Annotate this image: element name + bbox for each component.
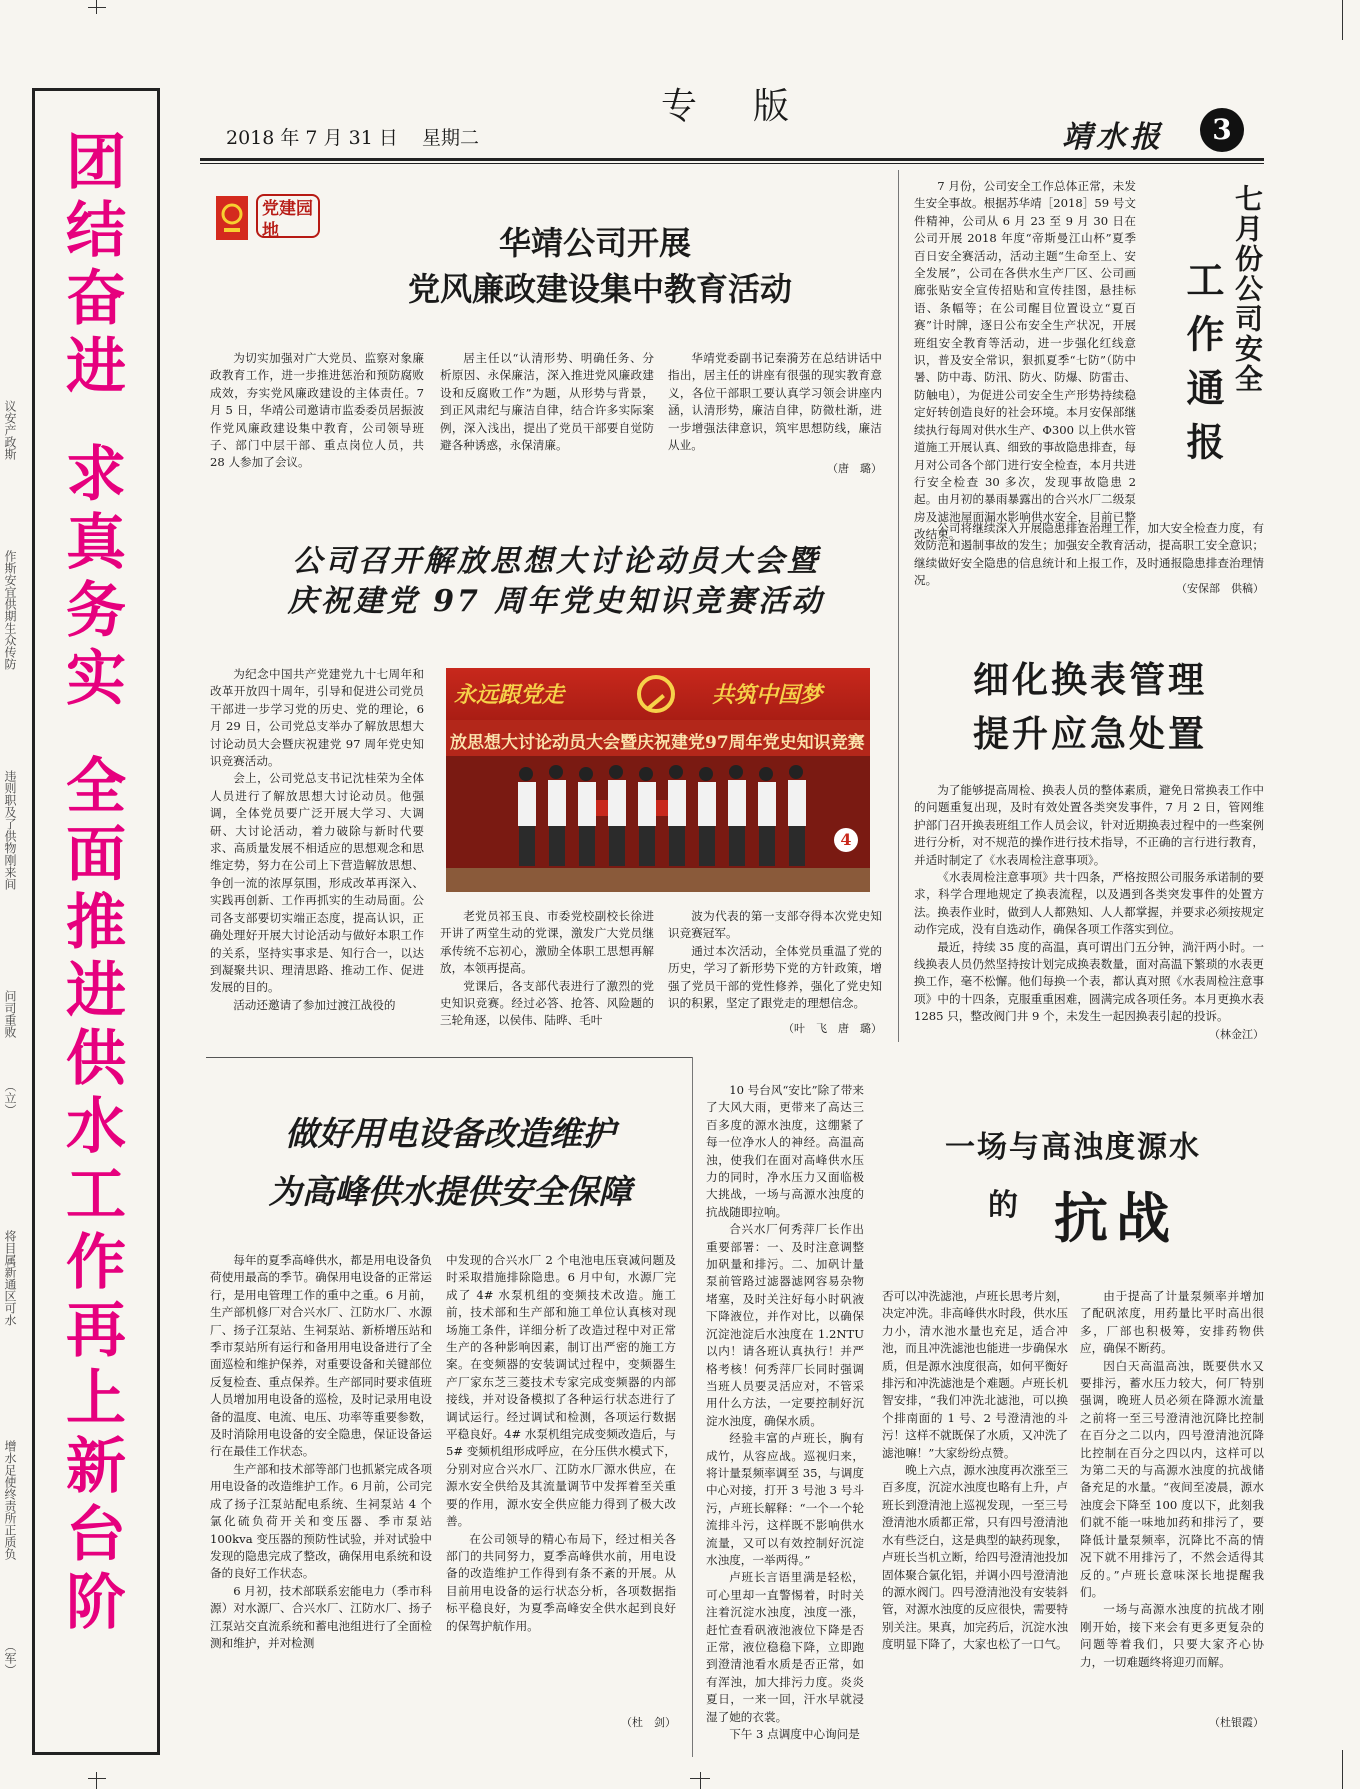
hammer-sickle-icon bbox=[636, 674, 676, 714]
paragraph: 生产部和技术部等部门也抓紧完成各项用电设备的改造维护工作。6 月前，公司完成了扬子江泵站配电系统、生祠泵站 4 个氯化硫负荷开关和变压器、季市泵站 100kva 变压器的预防性试验，并对试验中发现的隐患完成了整改，确保用电系统和设备的良好工作状态。 bbox=[210, 1461, 432, 1581]
crop-mark bbox=[88, 7, 106, 8]
power-col-left bbox=[210, 1252, 432, 1742]
party-col-1 bbox=[210, 350, 424, 490]
paragraph: 老党员祁玉良、市委党校副校长徐进开讲了两堂生动的党课，激发广大党员继承传统不忘初心，激励全体职工思想再解放，本领再提高。 bbox=[440, 909, 654, 976]
paragraph: 因白天高温高浊，既要供水又要排污，蓄水压力较大，何厂特别强调，晚班人员必须在降源水流量之前将一至三号澄清池沉降比控制在百分之二以内，四号澄清池沉降比控制在百分之四以内，这样可以为第二天的与高源水浊度的抗战储备充足的水量。“夜间至凌晨，源水浊度会下降至 100 度以下，此刻我们就不能一味地加药和排污了，要降低计量泵频率，沉降比不高的情况下就不用排污了，不然会适得其反的。”卢班长意味深长地提醒我们。 bbox=[1080, 1358, 1264, 1599]
thought-title-line-2: 庆祝建党 97 周年党史知识竞赛活动 bbox=[287, 584, 825, 619]
paragraph: 波为代表的第一支部夺得本次党史知识竞赛冠军。 bbox=[668, 909, 882, 941]
paragraph: 7 月份，公司安全工作总体正常，未发生安全事故。根据苏华靖［2018］59 号文件精神，公司从 6 月 23 至 9 月 30 日在公司开展 2018 年度“帝斯曼江山杯”夏季百日安全赛活动，活动主题“生命至上、安全发展”，公司在各供水生产厂区、公司画廊张贴安全宣传招贴和宣传挂图，悬挂标语、条幅等；在公司醒目位置设立“夏百赛”计时牌，逐日公布安全生产状况，开展班组安全教育等活动，进一步强化红线意识，普及安全常识，狠抓夏季“七防”（防中暑、防中毒、防汛、防火、防爆、防雷击、防触电），为促进公司安全生产形势持续稳定好转创造良好的社会环境。本月安保部继续执行每周对供水生产、Φ300 以上供水管道施工开展认真、细致的事故隐患排查，每月对公司各个部门进行安全检查，本月共进行安全检查 30 多次，发现事故隐患 2 起。由月初的暴雨暴露出的合兴水厂二级泵房及滤池屋面漏水影响供水安全，目前已整改结束。 bbox=[914, 179, 1136, 542]
meter-title-line-1: 细化换表管理 bbox=[972, 660, 1207, 701]
power-col-right bbox=[446, 1252, 676, 1708]
photo-stage-text: 放思想大讨论动员大会暨庆祝建党97周年党史知识竞赛 bbox=[450, 733, 865, 753]
column-divider bbox=[692, 1057, 693, 1757]
margin-fragment: 问司重败 bbox=[3, 990, 17, 1038]
paragraph: 活动还邀请了参加过渡江战役的 bbox=[233, 997, 396, 1012]
thought-col-right bbox=[668, 908, 882, 1020]
crop-mark bbox=[96, 1772, 97, 1789]
margin-fragment: 将目属新通区可水 bbox=[3, 1230, 17, 1326]
paper-name-logo: 靖水报 bbox=[1062, 120, 1164, 155]
photo-banner-left: 永远跟党走 bbox=[454, 682, 565, 708]
crop-mark bbox=[700, 1772, 701, 1789]
meter-body bbox=[914, 782, 1264, 1028]
paragraph: 为了能够提高周检、换表人员的整体素质，避免日常换表工作中的问题重复出现，及时有效处置各类突发事件，7 月 2 日，管网维护部门召开换表班组工作人员会议，针对近期换表过程中的一些案例进行分析，对不规范的操作进行技术指导，不正确的言行进行教育，并适时制定了《水表周检注意事项》。 bbox=[914, 783, 1264, 867]
paragraph: 为纪念中国共产党建党九十七周年和改革开放四十周年，引导和促进公司党员干部进一步学习党的历史、党的理论，6 月 29 日，公司党总支举办了解放思想大讨论动员大会暨庆祝建党 97 周年党史知识竞赛活动。 bbox=[210, 667, 424, 769]
photo-stage bbox=[446, 720, 870, 756]
photo-number: 4 bbox=[840, 830, 852, 849]
event-photo bbox=[446, 668, 870, 892]
power-title-line-1: 做好用电设备改造维护 bbox=[285, 1114, 615, 1153]
paragraph: 最近，持续 35 度的高温，真可谓出门五分钟，淌汗两小时。一线换表人员仍然坚持按计划完成换表数量，面对高温下繁琐的水表更换工作，毫不松懈。他们每换一个表，都认真对照《水表周检注意事项》中的十四条，克服重重困难，圆满完成各项任务。本月更换水表 1285 只，整改阀门井 9 个，未发生一起因换表引起的投诉。 bbox=[914, 939, 1264, 1024]
flood-title-big: 抗战 bbox=[1054, 1187, 1178, 1250]
page-number: 3 bbox=[1212, 113, 1232, 146]
slogan-line-2: 求真务实 bbox=[66, 440, 126, 714]
party-col-3 bbox=[668, 350, 882, 475]
header-rule bbox=[200, 158, 1264, 161]
party-col-2 bbox=[440, 350, 654, 490]
power-title-line-2: 为高峰供水提供安全保障 bbox=[268, 1172, 632, 1211]
party-badge-label: 党建园地 bbox=[256, 194, 320, 238]
party-badge bbox=[212, 192, 330, 244]
paragraph: 卢班长言语里满是轻松，可心里却一直警惕着，时时关注着沉淀水浊度，浊度一涨，赶忙查看矾液池液位下降是否正常，液位稳稳下降，立即跑到澄清池看水质是否正常，如有浑浊，加大排污力度。炎炎夏日，一来一回，汗水早就浸湿了她的衣裳。 bbox=[706, 1570, 864, 1724]
slogan-line-3: 全面推进供水工作再上新台阶 bbox=[66, 752, 126, 1638]
people-group bbox=[506, 760, 816, 870]
photo-banner-right: 共筑中国梦 bbox=[712, 682, 823, 708]
thought-signature: （叶 飞 唐 璐） bbox=[783, 1022, 882, 1035]
party-signature: （唐 璐） bbox=[827, 462, 882, 475]
margin-fragment: 作斯安宜供期生众传防 bbox=[3, 550, 17, 670]
paragraph: 在公司领导的精心布局下，经过相关各部门的共同努力，夏季高峰供水前，用电设备的改造维护工作得到有条不紊的开展。从目前用电设备的运行状态分析，各项数据指标平稳良好，为夏季高峰安全供水起到良好的保驾护航作用。 bbox=[446, 1531, 676, 1633]
safety-body-wide bbox=[914, 520, 1264, 588]
paragraph: 党课后，各支部代表进行了激烈的党史知识竞赛。经过必答、抢答、风险题的三轮角逐，以侯伟、陆晔、毛叶 bbox=[440, 978, 654, 1028]
paragraph: 居主任以“认清形势、明确任务、分析原因、永保廉洁，深入推进党风廉政建设和反腐败工作”为题，从形势与背景，到正风肃纪与廉洁自律，结合许多实际案例，深入浅出，提出了党员干部要自觉防避各种诱惑，永保清廉。 bbox=[440, 351, 654, 453]
meter-title-line-2: 提升应急处置 bbox=[972, 714, 1207, 755]
paragraph: 通过本次活动，全体党员重温了党的历史，学习了新形势下党的方针政策，增强了党员干部的党性修养，强化了党史知识的积累，坚定了跟党走的理想信念。 bbox=[668, 943, 882, 1011]
paragraph: 华靖党委副书记秦漪芳在总结讲话中指出，居主任的讲座有很强的现实教育意义，各位干部职工要认真学习领会讲座内涵，认清形势，廉洁自律，防微杜渐，进一步增强法律意识，筑牢思想防线，廉洁从业。 bbox=[668, 351, 882, 453]
paragraph: 经验丰富的卢班长，胸有成竹，从容应战。巡视归来，将计量泵频率调至 35，与调度中心对接，打开 3 号池 3 号斗污，卢班长解释：“一个一个轮流排斗污，这样既不影响供水流量，又可以有效控制好沉淀水浊度，一举两得。” bbox=[706, 1431, 864, 1567]
paragraph: 每年的夏季高峰供水，都是用电设备负荷使用最高的季节。确保用电设备的正常运行，是用电管理工作的重中之重。6 月前，生产部机修厂对合兴水厂、江防水厂、水源厂、扬子江泵站、生祠泵站、新桥增压站和季市泵站所有运行和备用用电设备进行了全面巡检和维护保养，对重要设备和关键部位反复检查、重点保养。生产部同时要求值班人员增加用电设备的巡检，及时记录用电设备的温度、电流、电压、功率等重要参数，及时消除用电设备的安全隐患，保证设备运行在最佳工作状态。 bbox=[210, 1253, 432, 1459]
left-margin-fragments bbox=[0, 400, 16, 1780]
paragraph: 晚上六点，源水浊度再次涨至三百多度，沉淀水浊度也略有上升，卢班长到澄清池上巡视发现，一至三号澄清池水质都正常，只有四号澄清池水有些泛白，这是典型的缺药现象，卢班长当机立断，给四号澄清池投加固体聚合氯化铝，并调小四号澄清池的源水阀门。四号澄清池没有安装斜管，对源水浊度的反应很快，需要特别关注。果真，加完药后，沉淀水浊度明显下降了，大家也松了一口气。 bbox=[882, 1463, 1068, 1652]
paragraph: 由于提高了计量泵频率并增加了配矾浓度，用药量比平时高出很多，厂部也积极筹，安排药物供应，确保不断药。 bbox=[1080, 1289, 1264, 1356]
margin-fragment: （军） bbox=[3, 1640, 17, 1676]
page-number-badge bbox=[1200, 108, 1244, 152]
column-divider bbox=[898, 170, 899, 1042]
paragraph: 公司将继续深入开展隐患排查治理工作，加大安全检查力度，有效防范和遏制事故的发生；加强安全教育活动，提高职工安全意识；继续做好安全隐患的信息统计和上报工作，及时通报隐患排查治理情况。 bbox=[914, 521, 1264, 588]
flood-col-3 bbox=[1080, 1288, 1264, 1728]
paragraph: 会上，公司党总支书记沈桂荣为全体人员进行了解放思想大讨论动员。他强调，全体党员要广泛开展大学习、大调研、大讨论活动，着力破除与新时代要求、高质量发展不相适应的思想观念和思维定势，努力在公司上下营造解放思想、争创一流的浓厚氛围，形成改革再深入、实践再创新、工作再抓实的生动局面。公司各支部要切实端正态度，提高认识，正确处理好开展大讨论活动与做好本职工作的关系，坚持实事求是、知行合一，以达到凝聚共识、理清思路、推动工作、促进发展的目的。 bbox=[210, 771, 424, 995]
crop-mark bbox=[1342, 0, 1343, 40]
paragraph: 一场与高源水浊度的抗战才刚刚开始，接下来会有更多更复杂的问题等着我们，只要大家齐心协力，一切难题终将迎刃而解。 bbox=[1080, 1602, 1264, 1669]
thought-col-mid bbox=[440, 908, 654, 1038]
paragraph: 下午 3 点调度中心询问是 bbox=[729, 1727, 860, 1742]
meter-signature: （林金江） bbox=[1209, 1028, 1264, 1041]
photo-number-badge bbox=[834, 828, 858, 852]
thought-col-left bbox=[210, 666, 424, 1036]
photo-banner bbox=[446, 668, 870, 720]
margin-fragment: 议安产政斯 bbox=[3, 400, 17, 460]
photo-people bbox=[506, 760, 816, 870]
safety-title-big: 工作通报 bbox=[1180, 260, 1224, 476]
margin-fragment: （立） bbox=[3, 1080, 17, 1116]
slogan-banner bbox=[32, 88, 160, 1755]
safety-title: 七月份公司安全 bbox=[1231, 184, 1264, 394]
flood-title-top: 一场与高浊度源水 bbox=[945, 1130, 1201, 1165]
flood-title-de: 的 bbox=[988, 1188, 1018, 1223]
flood-signature: （杜银霞） bbox=[1209, 1716, 1264, 1729]
paragraph: 为切实加强对广大党员、监察对象廉政教育工作，进一步推进惩治和预防腐败成效，夯实党风廉政建设的主体责任。7 月 5 日，华靖公司邀请市监委委员居振波作党风廉政建设集中教育，公司领导班子、部门中层干部、重点岗位人员，共 28 人参加了会议。 bbox=[210, 351, 424, 470]
party-title-line-1: 华靖公司开展 bbox=[498, 224, 691, 262]
flood-col-2 bbox=[882, 1288, 1068, 1734]
paragraph: 6 月初，技术部联系宏能电力（季市科源）对水源厂、合兴水厂、江防水厂、扬子江泵站交直流系统和蓄电池组进行了全面检测和维护，并对检测 bbox=[210, 1583, 432, 1650]
party-title-line-2: 党风廉政建设集中教育活动 bbox=[407, 270, 792, 308]
margin-fragment: 增水足使终责所正质负 bbox=[3, 1440, 17, 1560]
paragraph: 10 号台风“安比”除了带来了大风大雨，更带来了高达三百多度的源水浊度，这绷紧了每一位净水人的神经。高温高浊，使我们在面对高峰供水压力的同时，净水压力又面临极大挑战，一场与高源水浊度的抗战随即拉响。 bbox=[706, 1083, 864, 1219]
crop-mark bbox=[1342, 1750, 1343, 1789]
margin-fragment: 违则职及了供物刚来间 bbox=[3, 770, 17, 890]
safety-signature: （安保部 供稿） bbox=[1176, 582, 1264, 595]
paragraph: 《水表周检注意事项》共十四条，严格按照公司服务承诺制的要求，科学合理地规定了换表流程，以及遇到各类突发事件的处置方法。换表作业时，做到人人都熟知、人人都掌握，并要求必须按规定动作完成，没有自选动作，确保各项工作落实到位。 bbox=[914, 870, 1264, 937]
header-rule-thin bbox=[200, 163, 1264, 164]
header-weekday: 星期二 bbox=[422, 127, 480, 149]
paragraph: 合兴水厂何秀萍厂长作出重要部署：一、及时注意调整加矾量和排污。二、加矾计量泵前管路过滤器滤网容易杂物堵塞，及时关注好每小时矾液下降液位，并作对比，以确保沉淀池淀后水浊度在 1.2NTU 以内！请各班认真执行！并严格考核！何秀萍厂长同时强调当班人员要灵活应对，不管采用什么方法，一定要控制好沉淀水浊度，确保水质。 bbox=[706, 1222, 864, 1428]
section-divider bbox=[206, 1057, 692, 1058]
photo-floor bbox=[446, 868, 870, 892]
flood-col-1 bbox=[706, 1082, 864, 1754]
slogan-line-1: 团结奋进 bbox=[66, 128, 126, 402]
crop-mark bbox=[88, 1778, 106, 1779]
flag-icon bbox=[212, 192, 252, 244]
thought-title-line-1: 公司召开解放思想大讨论动员大会暨 bbox=[292, 544, 820, 579]
section-label: 专 版 bbox=[660, 86, 799, 127]
power-signature: （杜 剑） bbox=[621, 1716, 676, 1729]
paragraph: 否可以冲洗滤池，卢班长思考片刻，决定冲洗。非高峰供水时段，供水压力小，清水池水量也充足，适合冲池，而且冲洗滤池也能进一步确保水质，但是源水浊度很高，如何平衡好排污和冲洗滤池是个难题。卢班长机智安排，“我们冲洗北滤池，可以换个排南面的 1 号、2 号澄清池的斗污！这样不就既保了水质，又冲洗了滤池嘛！”大家纷纷点赞。 bbox=[882, 1289, 1068, 1460]
crop-mark bbox=[690, 1778, 710, 1779]
safety-body bbox=[914, 178, 1136, 542]
paragraph: 中发现的合兴水厂 2 个电池电压衰减问题及时采取措施排除隐患。6 月中旬，水源厂完成了 4# 水泵机组的变频技术改造。施工前，技术部和生产部和施工单位认真核对现场施工条件，详细分析了改造过程中对正常生产的各种影响因素，制订出严密的施工方案。在变频器的安装调试过程中，变频器生产厂家东芝三菱技术专家完成变频器的内部接线，并对设备模拟了各种运行状态进行了调试运行。经过调试和检测，各项运行数据平稳良好。4# 水泵机组完成变频改造后，与 5# 变频机组形成呼应，在分压供水模式下，分别对应合兴水厂、江防水厂源水供应，在源水安全供给及其流量调节中发挥着至关重要的作用，源水安全供应能力得到了极大改善。 bbox=[446, 1253, 676, 1529]
header-date: 2018 年 7 月 31 日 bbox=[226, 127, 398, 149]
